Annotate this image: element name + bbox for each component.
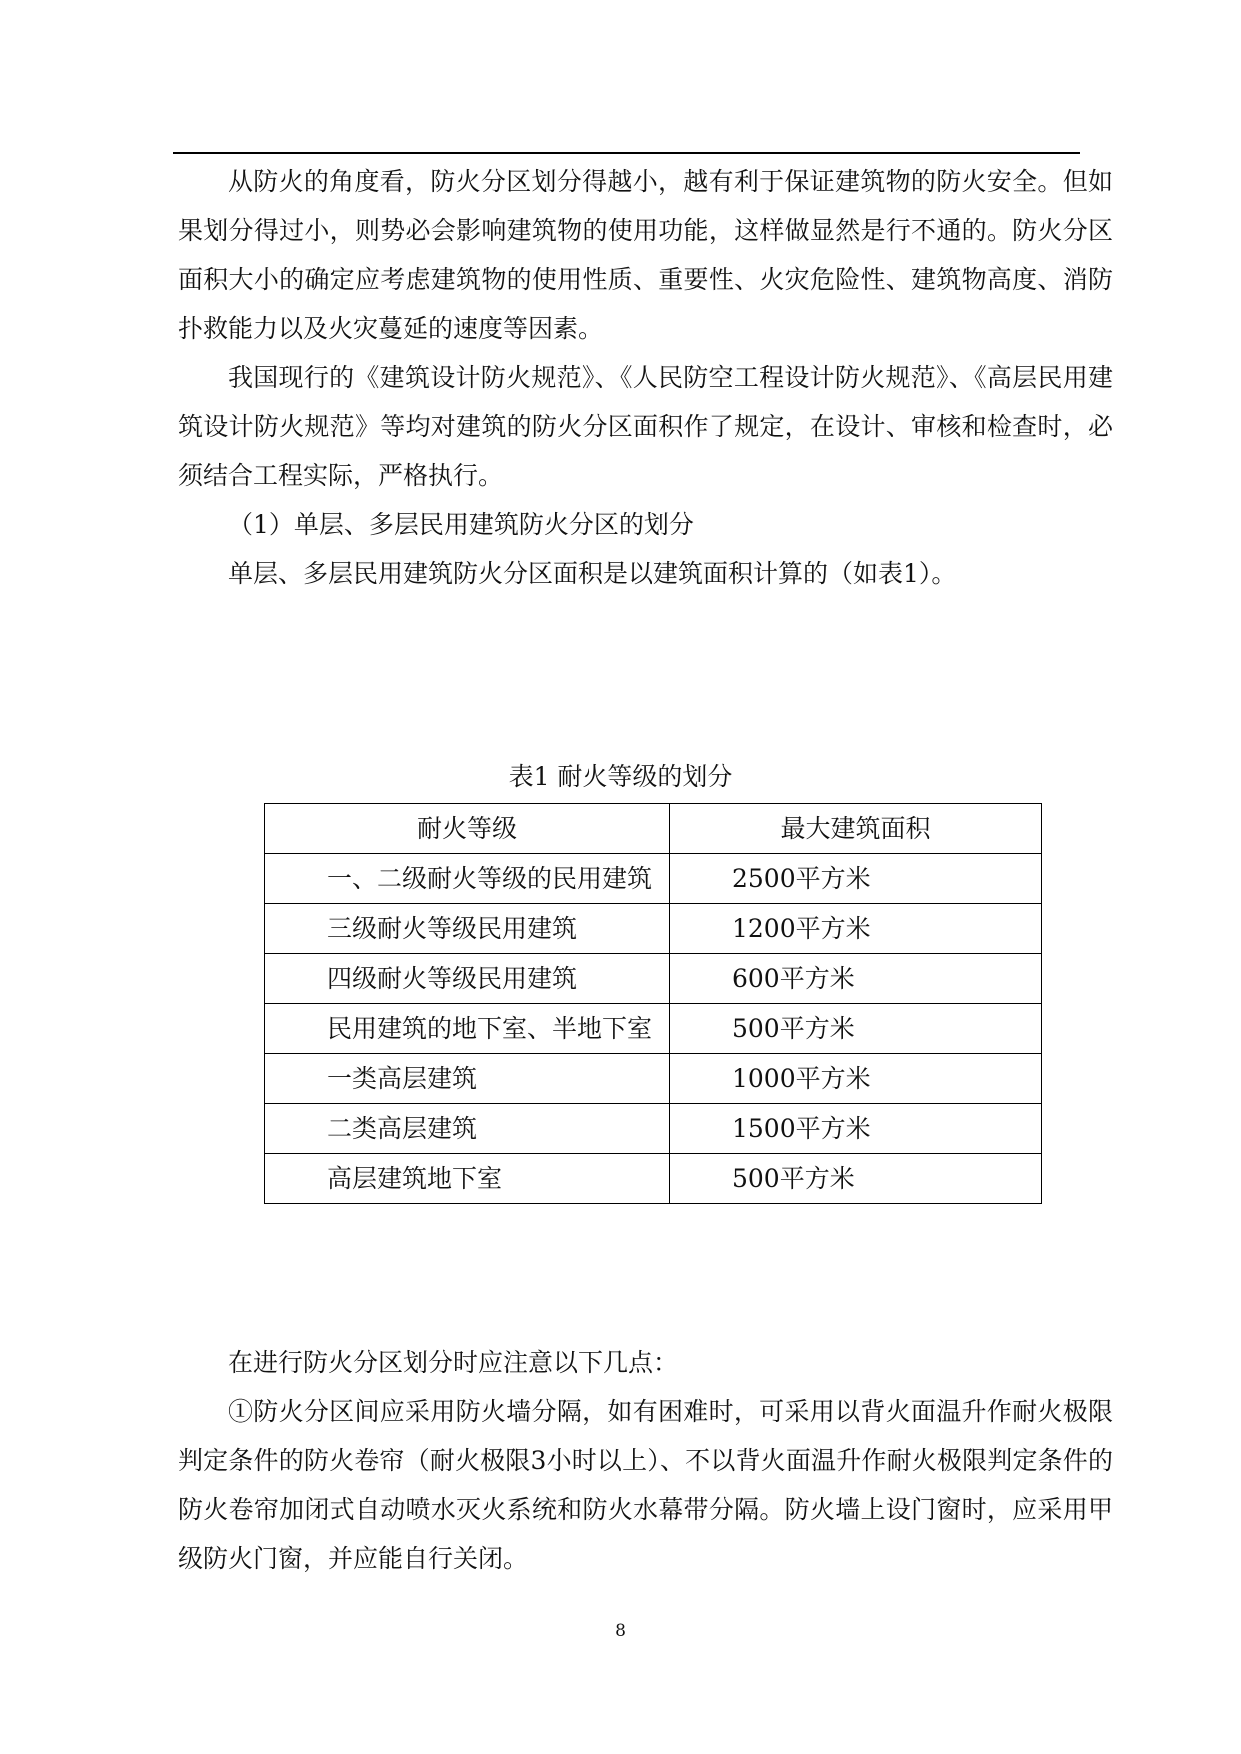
table-row bbox=[265, 1004, 1042, 1054]
section-heading-1: （1）单层、多层民用建筑防火分区的划分 bbox=[228, 510, 694, 539]
cell-fire-rating: 一类高层建筑 bbox=[265, 1054, 670, 1104]
cell-max-area: 500平方米 bbox=[670, 1004, 1042, 1054]
cell-max-area: 2500平方米 bbox=[670, 854, 1042, 904]
table-row bbox=[265, 1104, 1042, 1154]
cell-fire-rating: 二类高层建筑 bbox=[265, 1104, 670, 1154]
cell-max-area: 600平方米 bbox=[670, 954, 1042, 1004]
table-caption: 表1 耐火等级的划分 bbox=[508, 762, 733, 791]
table-row bbox=[265, 1154, 1042, 1204]
paragraph-current-codes: 我国现行的《建筑设计防火规范》、《人民防空工程设计防火规范》、《高层民用建筑设计防火规范》等均对建筑的防火分区面积作了规定，在设计、审核和检查时，必须结合工程实际，严格执行。 bbox=[178, 363, 1113, 490]
table-row bbox=[265, 904, 1042, 954]
cell-max-area: 1000平方米 bbox=[670, 1054, 1042, 1104]
header-max-area: 最大建筑面积 bbox=[670, 804, 1042, 854]
cell-max-area: 1200平方米 bbox=[670, 904, 1042, 954]
paragraph-fire-zone-size: 从防火的角度看，防火分区划分得越小，越有利于保证建筑物的防火安全。但如果划分得过小，则势必会影响建筑物的使用功能，这样做显然是行不通的。防火分区面积大小的确定应考虑建筑物的使用性质、重要性、火灾危险性、建筑物高度、消防扑救能力以及火灾蔓延的速度等因素。 bbox=[178, 167, 1113, 343]
header-fire-rating: 耐火等级 bbox=[265, 804, 670, 854]
table-header-row bbox=[265, 804, 1042, 854]
cell-fire-rating: 高层建筑地下室 bbox=[265, 1154, 670, 1204]
paragraph-area-calculation: 单层、多层民用建筑防火分区面积是以建筑面积计算的（如表1）。 bbox=[228, 559, 957, 588]
cell-fire-rating: 一、二级耐火等级的民用建筑 bbox=[265, 854, 670, 904]
cell-fire-rating: 三级耐火等级民用建筑 bbox=[265, 904, 670, 954]
cell-max-area: 500平方米 bbox=[670, 1154, 1042, 1204]
paragraph-notes-intro: 在进行防火分区划分时应注意以下几点： bbox=[228, 1348, 679, 1377]
page-number: 8 bbox=[615, 1621, 626, 1641]
fire-rating-table bbox=[264, 803, 1042, 1204]
header-rule bbox=[173, 152, 1080, 154]
paragraph-note-1: ①防火分区间应采用防火墙分隔，如有困难时，可采用以背火面温升作耐火极限判定条件的防火卷帘（耐火极限3小时以上）、不以背火面温升作耐火极限判定条件的防火卷帘加闭式自动喷水灭火系统和防火水幕带分隔。防火墙上设门窗时，应采用甲级防火门窗，并应能自行关闭。 bbox=[178, 1397, 1113, 1573]
cell-fire-rating: 民用建筑的地下室、半地下室 bbox=[265, 1004, 670, 1054]
table-row bbox=[265, 854, 1042, 904]
table-row bbox=[265, 954, 1042, 1004]
cell-fire-rating: 四级耐火等级民用建筑 bbox=[265, 954, 670, 1004]
table-row bbox=[265, 1054, 1042, 1104]
cell-max-area: 1500平方米 bbox=[670, 1104, 1042, 1154]
